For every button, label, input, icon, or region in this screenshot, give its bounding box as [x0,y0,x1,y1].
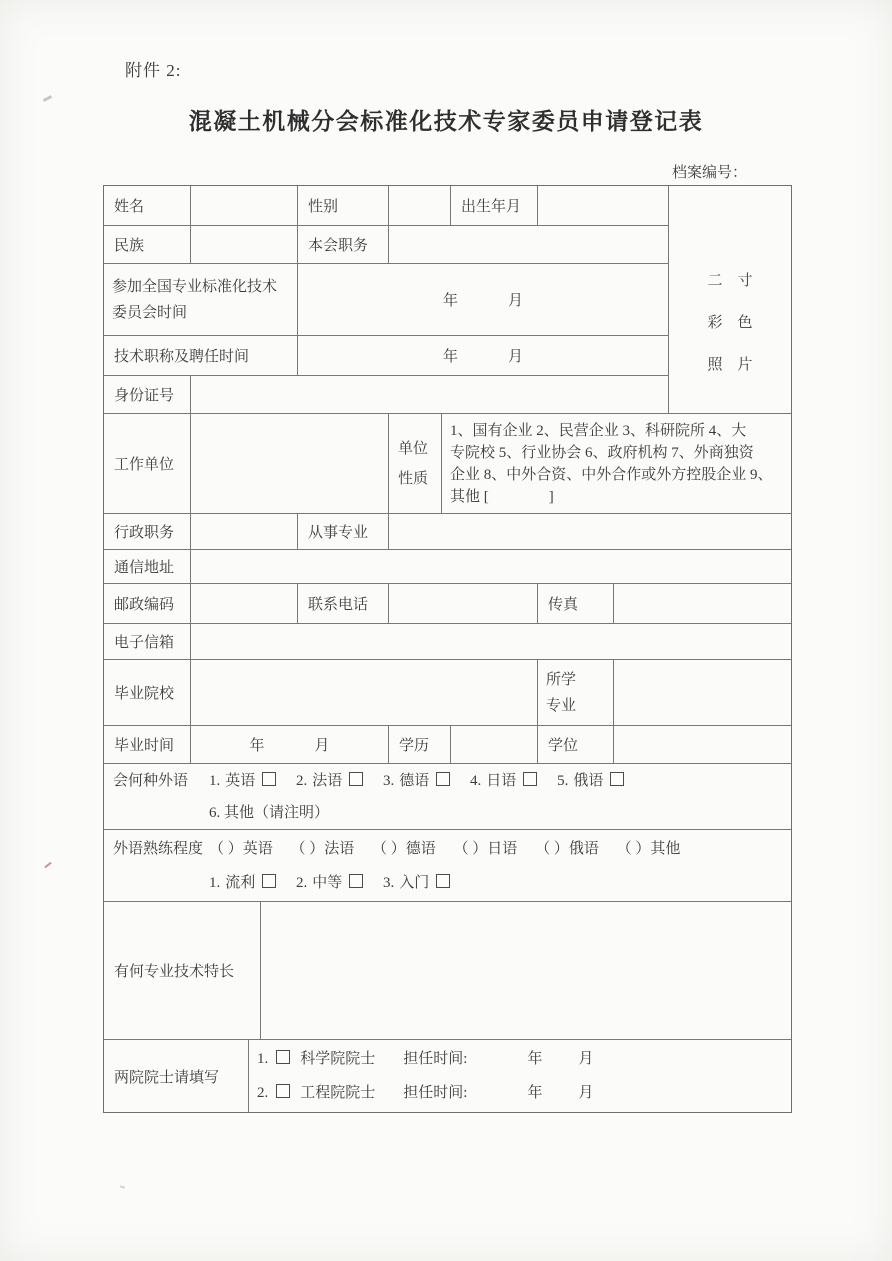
fax-field[interactable] [614,584,791,623]
proficiency-level: 3. 入门 [383,875,450,891]
month-label: 月 [578,1051,594,1067]
birth-field[interactable] [538,186,668,225]
month-label: 月 [314,738,330,754]
year-label: 年 [442,293,458,309]
postcode-field[interactable] [191,584,298,623]
proficiency-level: 1. 流利 [209,875,276,891]
proficiency-language[interactable]: （ ）日语 [453,841,518,857]
row-graduation [104,726,791,764]
row-email [104,624,791,660]
language-option: 3. 德语 [383,773,450,789]
application-form-table [103,185,792,1113]
proficiency-language[interactable]: （ ）法语 [290,841,355,857]
postcode-label: 邮政编码 [104,584,191,623]
unit-nature-label-line2: 性质 [398,470,429,487]
ethnicity-field[interactable] [191,226,298,263]
school-field[interactable] [191,660,538,725]
photo-text-line1: 二 寸 [707,273,753,289]
major-label-line2: 专业 [546,697,577,714]
gender-label: 性别 [298,186,389,225]
scan-artifact [120,1185,125,1188]
language-option: 5. 俄语 [557,773,624,789]
ethnicity-label: 民族 [104,226,191,263]
email-field[interactable] [191,624,791,659]
proficiency-options [209,832,694,900]
committee-time-label-line2: 委员会时间 [112,304,188,321]
month-label: 月 [578,1085,594,1101]
academician-line: 1. 科学院院士 担任时间: 年 月 [257,1051,594,1067]
unit-nature-option-line: 企业 8、中外合资、中外合作或外方控股企业 9、 [450,466,773,483]
proficiency-language[interactable]: （ ）英语 [209,841,273,857]
grad-time-label: 毕业时间 [104,726,191,763]
proficiency-label: 外语熟练程度 [113,841,204,857]
profession-label: 从事专业 [298,514,389,549]
major-field[interactable] [614,660,791,725]
checkbox-icon[interactable] [436,772,450,786]
phone-field[interactable] [389,584,538,623]
row-academician [104,1040,791,1112]
proficiency-language[interactable]: （ ）俄语 [535,841,599,857]
admin-post-field[interactable] [191,514,298,549]
checkbox-icon[interactable] [262,874,276,888]
unit-nature-label [389,414,442,513]
scan-artifact [44,862,52,869]
languages-line1 [209,765,640,797]
major-label-line1: 所学 [546,671,577,688]
grad-time-field[interactable] [191,726,389,763]
top-section [104,186,791,414]
school-label: 毕业院校 [104,660,191,725]
language-option: 1. 英语 [209,773,276,789]
degree-field[interactable] [614,726,791,763]
academician-type: 工程院院士 [300,1085,376,1101]
email-label: 电子信箱 [104,624,191,659]
row-specialty [104,902,791,1040]
admin-post-label: 行政职务 [104,514,191,549]
row-languages [104,764,791,830]
photo-box [668,186,791,414]
language-option: 2. 法语 [296,773,363,789]
proficiency-level: 2. 中等 [296,875,363,891]
attachment-label: 附件 2: [125,61,182,80]
work-unit-label: 工作单位 [104,414,191,513]
name-field[interactable] [191,186,298,225]
photo-text-line2: 彩 色 [707,315,753,331]
academician-fields [249,1040,791,1112]
unit-nature-options [442,414,791,513]
top-left-rows [104,186,668,414]
year-label: 年 [527,1085,543,1101]
form-title: 混凝土机械分会标准化技术专家委员申请登记表 [188,109,704,134]
checkbox-icon[interactable] [276,1084,290,1098]
row-name [104,186,668,226]
association-post-field[interactable] [389,226,668,263]
duty-time-label: 担任时间: [403,1085,468,1101]
academician-line: 2. 工程院院士 担任时间: 年 月 [257,1085,594,1101]
unit-nature-label-line1: 单位 [398,440,429,457]
address-field[interactable] [191,550,791,583]
specialty-label: 有何专业技术特长 [104,902,261,1039]
checkbox-icon[interactable] [523,772,537,786]
education-field[interactable] [451,726,538,763]
phone-label: 联系电话 [298,584,389,623]
work-unit-field[interactable] [191,414,389,513]
row-ethnicity [104,226,668,264]
row-id-number [104,376,668,414]
tech-title-field[interactable] [298,336,668,375]
languages-line2-other: 6. 其他（请注明） [209,805,330,821]
checkbox-icon[interactable] [436,874,450,888]
checkbox-icon[interactable] [349,772,363,786]
proficiency-line2 [209,866,694,900]
birth-label: 出生年月 [451,186,538,225]
row-committee-time [104,264,668,336]
unit-nature-option-line[interactable]: 其他 [ ] [450,488,554,505]
row-work-unit [104,414,791,514]
row-address [104,550,791,584]
checkbox-icon[interactable] [349,874,363,888]
education-label: 学历 [389,726,451,763]
row-admin-post [104,514,791,550]
degree-label: 学位 [538,726,614,763]
languages-options [209,765,640,829]
row-proficiency [104,830,791,902]
tech-title-label: 技术职称及聘任时间 [104,336,298,375]
name-label: 姓名 [104,186,191,225]
month-label: 月 [508,349,524,365]
committee-time-label-line1: 参加全国专业标准化技术 [112,278,278,295]
unit-nature-option-line: 专院校 5、行业协会 6、政府机构 7、外商独资 [450,444,754,461]
row-school [104,660,791,726]
major-label [538,660,614,725]
profession-field[interactable] [389,514,791,549]
specialty-field[interactable] [261,902,791,1039]
language-option: 4. 日语 [470,773,537,789]
committee-time-label [104,264,298,335]
year-label: 年 [527,1051,543,1067]
association-post-label: 本会职务 [298,226,389,263]
languages-label: 会何种外语 [113,773,189,789]
proficiency-language[interactable]: （ ）其他 [616,841,681,857]
committee-time-field[interactable] [298,264,668,335]
academician-label: 两院院士请填写 [104,1040,249,1112]
proficiency-language[interactable]: （ ）德语 [372,841,436,857]
archive-number-label: 档案编号： [672,165,748,181]
row-contact [104,584,791,624]
row-tech-title [104,336,668,376]
photo-text-line3: 照 片 [707,357,753,373]
checkbox-icon[interactable] [262,772,276,786]
academician-type: 科学院院士 [300,1051,376,1067]
id-number-field[interactable] [191,376,668,413]
duty-time-label: 担任时间: [403,1051,468,1067]
year-label: 年 [442,349,458,365]
proficiency-line1 [209,832,694,866]
checkbox-icon[interactable] [276,1050,290,1064]
year-label: 年 [249,738,265,754]
gender-field[interactable] [389,186,451,225]
fax-label: 传真 [538,584,614,623]
unit-nature-option-line: 1、国有企业 2、民营企业 3、科研院所 4、大 [450,422,747,439]
checkbox-icon[interactable] [610,772,624,786]
address-label: 通信地址 [104,550,191,583]
scan-artifact [43,95,52,102]
id-number-label: 身份证号 [104,376,191,413]
month-label: 月 [508,293,524,309]
